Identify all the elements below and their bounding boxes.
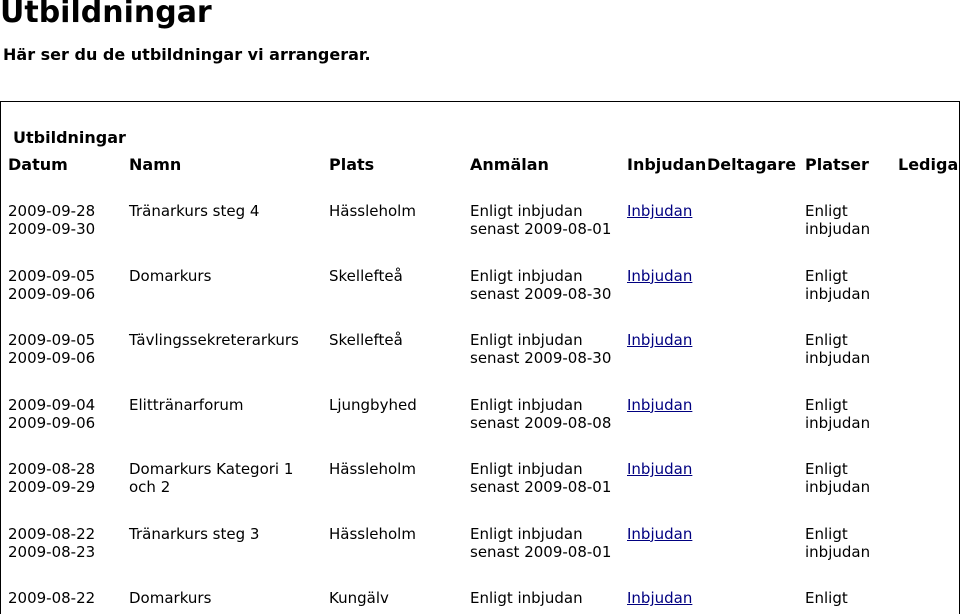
seats-cont: inbjudan <box>805 220 871 238</box>
column-header-deltagare: Deltagare <box>707 155 797 174</box>
date-start: 2009-08-22 <box>8 589 96 607</box>
event-name: Domarkurs <box>129 589 212 607</box>
seats: Enligt <box>805 589 848 607</box>
event-name: Elittränarforum <box>129 395 244 414</box>
seats: Enligt <box>805 266 848 285</box>
registration-deadline: senast 2009-08-01 <box>470 220 612 238</box>
date-end: 2009-08-23 <box>8 542 96 561</box>
column-header-plats: Plats <box>329 155 375 174</box>
registration: Enligt inbjudan <box>470 589 583 607</box>
seats: Enligt <box>805 524 848 543</box>
seats-cont: inbjudan <box>805 349 871 367</box>
date-start: 2009-09-05 <box>8 331 96 349</box>
invitation-link[interactable]: Inbjudan <box>627 460 693 478</box>
event-name: Tävlingssekreterarkurs <box>129 331 299 349</box>
event-name: Tränarkurs steg 3 <box>129 524 260 543</box>
column-header-inbjudan: Inbjudan <box>627 155 707 174</box>
date-end: 2009-09-06 <box>8 284 96 303</box>
registration: Enligt inbjudan <box>470 331 583 349</box>
event-name: Domarkurs Kategori 1 <box>129 460 294 478</box>
column-header-lediga: Lediga <box>898 155 959 174</box>
event-place: Hässleholm <box>329 460 416 478</box>
registration: Enligt inbjudan <box>470 266 583 285</box>
column-header-platser: Platser <box>805 155 869 174</box>
date-end: 2009-09-06 <box>8 413 96 432</box>
seats-cont: inbjudan <box>805 413 871 432</box>
registration: Enligt inbjudan <box>470 202 583 220</box>
seats-cont: inbjudan <box>805 542 871 561</box>
date-end: 2009-09-06 <box>8 349 96 367</box>
registration-deadline: senast 2009-08-08 <box>470 413 612 432</box>
invitation-link[interactable]: Inbjudan <box>627 524 693 543</box>
event-name-cont: och 2 <box>129 478 171 496</box>
event-name: Domarkurs <box>129 266 212 285</box>
event-place: Hässleholm <box>329 524 416 543</box>
event-place: Skellefteå <box>329 266 403 285</box>
registration: Enligt inbjudan <box>470 460 583 478</box>
seats: Enligt <box>805 202 848 220</box>
date-end: 2009-09-29 <box>8 478 96 496</box>
table-caption: Utbildningar <box>13 128 126 147</box>
event-name: Tränarkurs steg 4 <box>129 202 260 220</box>
registration: Enligt inbjudan <box>470 524 583 543</box>
registration-deadline: senast 2009-08-30 <box>470 284 612 303</box>
date-start: 2009-09-04 <box>8 395 96 414</box>
seats: Enligt <box>805 460 848 478</box>
event-place: Hässleholm <box>329 202 416 220</box>
date-start: 2009-09-05 <box>8 266 96 285</box>
invitation-link[interactable]: Inbjudan <box>627 395 693 414</box>
registration-deadline: senast 2009-08-01 <box>470 478 612 496</box>
invitation-link[interactable]: Inbjudan <box>627 589 693 607</box>
page-intro: Här ser du de utbildningar vi arrangerar. <box>3 45 371 64</box>
invitation-link[interactable]: Inbjudan <box>627 266 693 285</box>
date-start: 2009-08-28 <box>8 460 96 478</box>
column-header-datum: Datum <box>8 155 68 174</box>
seats-cont: inbjudan <box>805 284 871 303</box>
registration: Enligt inbjudan <box>470 395 583 414</box>
event-place: Ljungbyhed <box>329 395 417 414</box>
date-start: 2009-09-28 <box>8 202 96 220</box>
page-title: Utbildningar <box>0 0 212 30</box>
seats-cont: inbjudan <box>805 478 871 496</box>
event-place: Skellefteå <box>329 331 403 349</box>
date-end: 2009-09-30 <box>8 220 96 238</box>
column-header-anmalan: Anmälan <box>470 155 549 174</box>
seats: Enligt <box>805 395 848 414</box>
seats: Enligt <box>805 331 848 349</box>
registration-deadline: senast 2009-08-30 <box>470 349 612 367</box>
invitation-link[interactable]: Inbjudan <box>627 331 693 349</box>
event-place: Kungälv <box>329 589 389 607</box>
date-start: 2009-08-22 <box>8 524 96 543</box>
invitation-link[interactable]: Inbjudan <box>627 202 693 220</box>
registration-deadline: senast 2009-08-01 <box>470 542 612 561</box>
column-header-namn: Namn <box>129 155 182 174</box>
